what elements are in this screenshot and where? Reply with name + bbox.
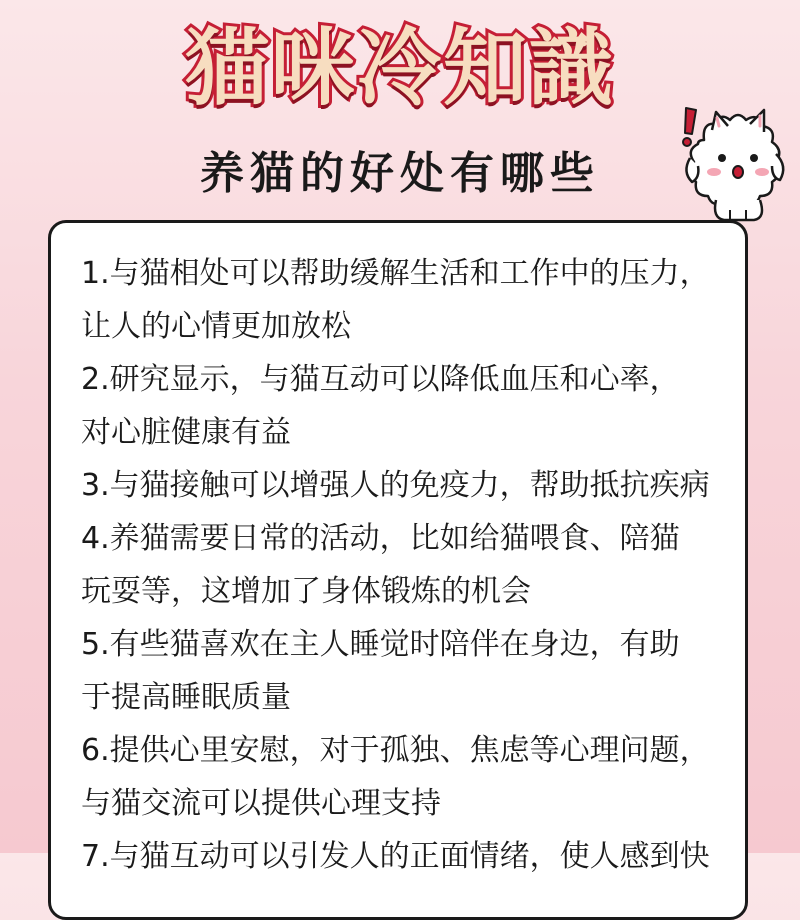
- page-subtitle: 养猫的好处有哪些: [200, 148, 600, 199]
- list-item: 7.与猫互动可以引发人的正面情绪，使人感到快: [81, 839, 710, 874]
- list-item: 2.研究显示，与猫互动可以降低血压和心率，: [81, 362, 680, 397]
- list-item: 让人的心情更加放松: [81, 309, 351, 344]
- list-item: 玩耍等，这增加了身体锻炼的机会: [81, 574, 531, 609]
- list-item: 对心脏健康有益: [81, 415, 291, 450]
- benefits-card: [48, 220, 748, 920]
- list-item: 1.与猫相处可以帮助缓解生活和工作中的压力，: [81, 256, 710, 291]
- list-item: 于提高睡眠质量: [81, 680, 291, 715]
- list-item: 5.有些猫喜欢在主人睡觉时陪伴在身边，有助: [81, 627, 680, 662]
- list-item: 与猫交流可以提供心理支持: [81, 786, 441, 821]
- page-title: 猫咪冷知識: [184, 19, 615, 117]
- list-item: 6.提供心里安慰，对于孤独、焦虑等心理问题，: [81, 733, 710, 768]
- list-item: 4.养猫需要日常的活动，比如给猫喂食、陪猫: [81, 521, 680, 556]
- benefits-list: [81, 247, 731, 883]
- cat-mascot-icon: [672, 100, 792, 224]
- list-item: 3.与猫接触可以增强人的免疫力，帮助抵抗疾病: [81, 468, 710, 503]
